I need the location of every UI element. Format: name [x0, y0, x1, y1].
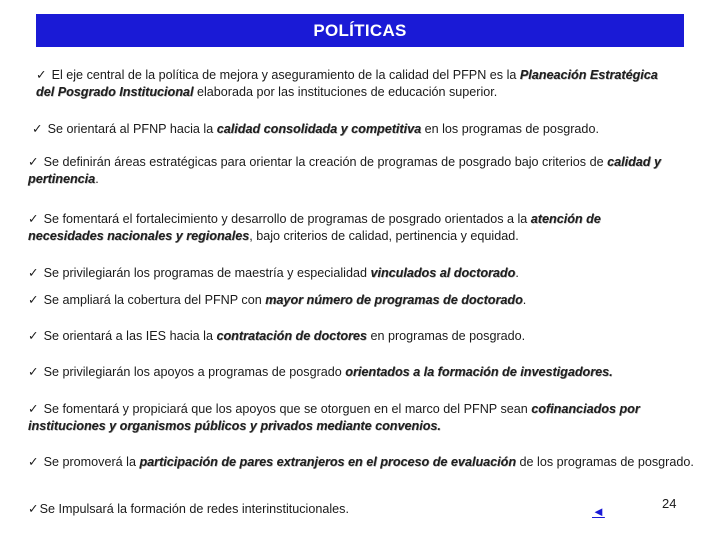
policy-item-8: ✓ Se privilegiarán los apoyos a programas de posgrado orientados a la formación de investigadores. [28, 365, 613, 379]
check-icon: ✓ [28, 402, 39, 416]
policy-item-9: ✓ Se fomentará y propiciará que los apoyos que se otorguen en el marco del PFNP sean cofinanciados por instituciones y organismos públicos y privados mediante convenios. [28, 402, 640, 433]
check-icon: ✓ [32, 122, 43, 136]
policy-item-11: ✓Se Impulsará la formación de redes interinstitucionales. [28, 502, 349, 516]
check-icon: ✓ [28, 365, 39, 379]
policy-item-5: ✓ Se privilegiarán los programas de maestría y especialidad vinculados al doctorado. [28, 266, 519, 280]
slide-title: POLÍTICAS [36, 14, 684, 47]
check-icon: ✓ [28, 502, 39, 516]
page-number: 24 [662, 496, 677, 511]
policy-item-2: ✓ Se orientará al PFNP hacia la calidad consolidada y competitiva en los programas de posgrado. [32, 122, 599, 136]
policy-item-3: ✓ Se definirán áreas estratégicas para orientar la creación de programas de posgrado bajo criterios de calidad y pertinencia. [28, 155, 662, 186]
check-icon: ✓ [28, 293, 39, 307]
check-icon: ✓ [28, 266, 39, 280]
check-icon: ✓ [36, 68, 47, 82]
check-icon: ✓ [28, 155, 39, 169]
policy-item-6: ✓ Se ampliará la cobertura del PFNP con mayor número de programas de doctorado. [28, 293, 527, 307]
policy-item-1: ✓ El eje central de la política de mejora y aseguramiento de la calidad del PFPN es la Planeación Estratégica del Posgrado Institucional elaborada por las instituciones de educación superior. [36, 68, 658, 99]
policy-item-4: ✓ Se fomentará el fortalecimiento y desarrollo de programas de posgrado orientados a la atención de necesidades nacionales y regionales, bajo criterios de calidad, pertinencia y equidad. [28, 212, 601, 243]
back-arrow-link[interactable]: ◄ [592, 504, 605, 519]
check-icon: ✓ [28, 455, 39, 469]
check-icon: ✓ [28, 329, 39, 343]
policy-item-10: ✓ Se promoverá la participación de pares extranjeros en el proceso de evaluación de los programas de posgrado. [28, 455, 694, 469]
policy-item-7: ✓ Se orientará a las IES hacia la contratación de doctores en programas de posgrado. [28, 329, 526, 343]
check-icon: ✓ [28, 212, 39, 226]
